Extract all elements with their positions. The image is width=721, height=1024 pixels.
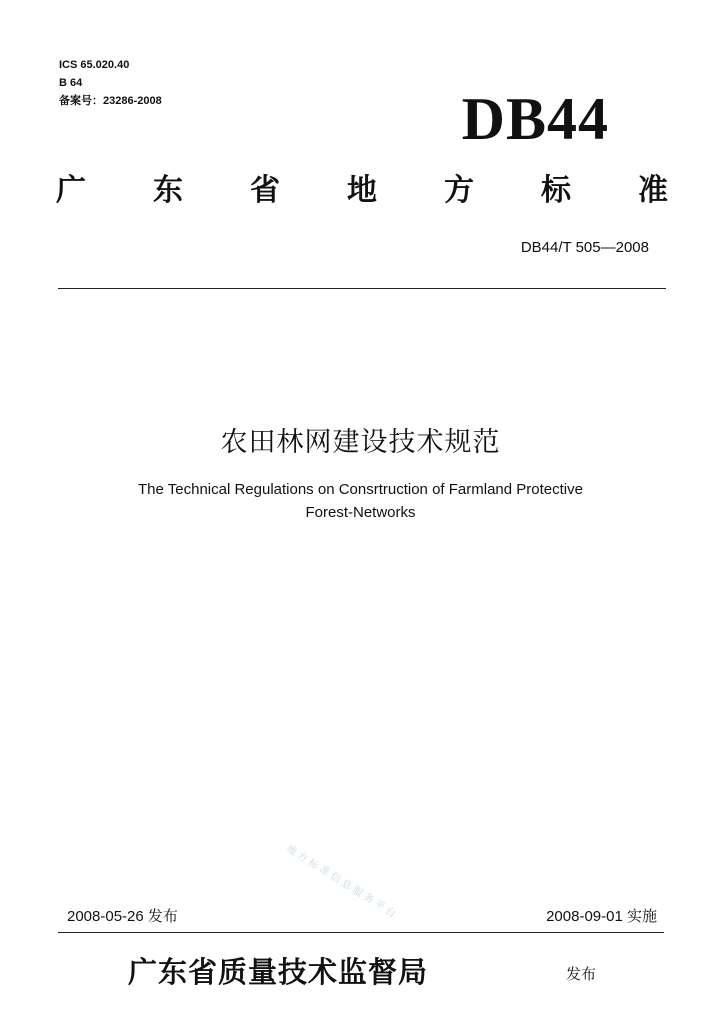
title-english-line: The Technical Regulations on Consrtruction of Farmland Protective	[138, 481, 583, 498]
record-number: 备案号：23286-2008	[59, 95, 162, 107]
category-code: B 64	[59, 77, 83, 89]
document-metadata	[59, 56, 162, 110]
issue-date: 2008-05-26 发布	[67, 908, 178, 925]
standard-type-char: 准	[638, 173, 668, 208]
standard-type-char: 地	[347, 173, 377, 208]
standard-type-char: 广	[56, 173, 86, 208]
ics-code: ICS 65.020.40	[59, 59, 130, 71]
standard-type-char: 标	[541, 173, 571, 208]
standard-code-large: DB44	[461, 86, 609, 152]
watermark: 地方标准信息服务平台	[284, 843, 401, 922]
standard-type-char: 方	[444, 173, 474, 208]
issuer-suffix: 发布	[566, 965, 597, 983]
footer-divider	[58, 932, 664, 933]
standard-number: DB44/T 505—2008	[520, 239, 649, 256]
implementation-date: 2008-09-01 实施	[546, 908, 657, 925]
issuing-authority: 广东省质量技术监督局	[128, 955, 429, 989]
standard-type	[56, 166, 668, 216]
standard-type-char: 东	[153, 173, 183, 208]
title-english-line: Forest-Networks	[305, 504, 416, 521]
title-chinese: 农田林网建设技术规范	[220, 427, 501, 458]
header-divider	[58, 288, 666, 289]
standard-type-char: 省	[250, 173, 280, 208]
title-english	[0, 478, 721, 524]
